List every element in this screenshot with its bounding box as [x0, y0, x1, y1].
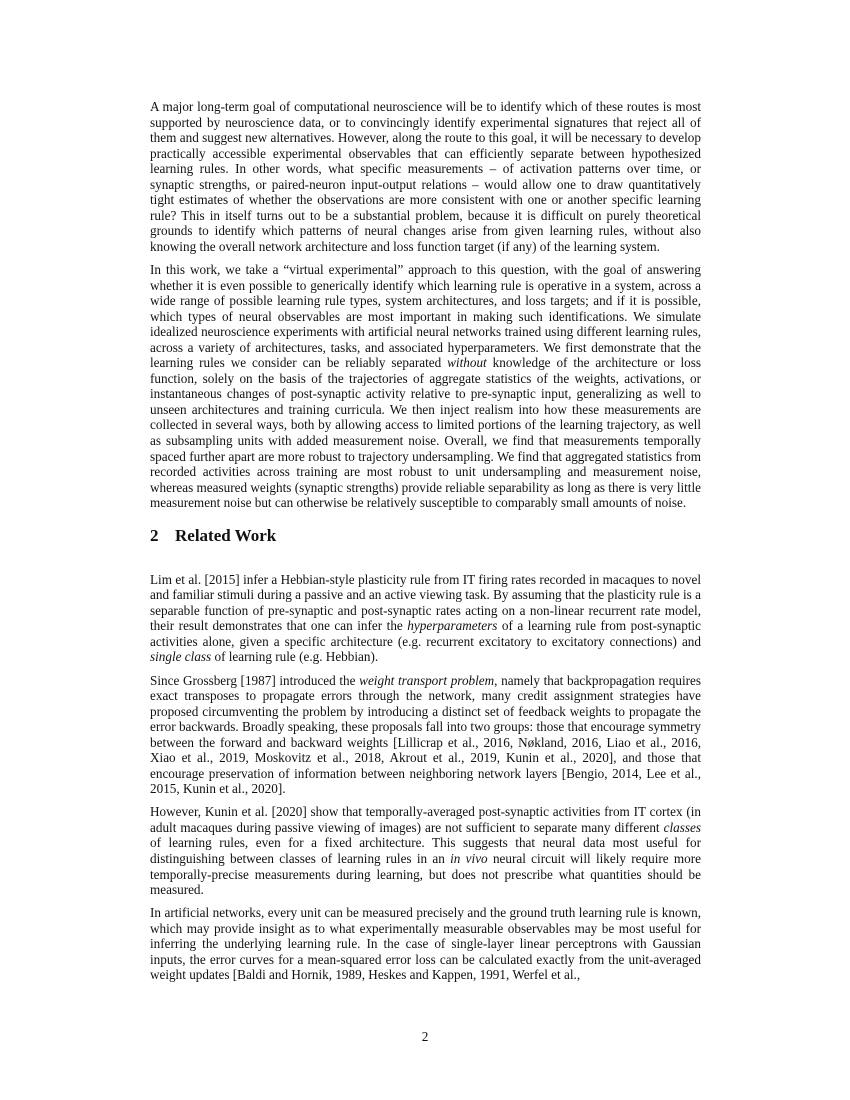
related-paragraph-3-text-b: of learning rules, even for a fixed architecture. This suggests that neural data most useful for distinguishing between classes of learning rules in an: [150, 835, 701, 867]
related-paragraph-1-text-b: of a learning rule from post-synaptic activities alone, given a specific architecture (e.g. recurrent excitatory to excitatory connections) and: [150, 618, 701, 649]
related-paragraph-2-text-b: , namely that backpropagation requires exact transposes to propagate errors through the network, many credit assignment strategies have proposed circumventing the problem by introducing a distinct set of feedback weights to propagate the error backwards. Broadly speaking, these proposals fall into two groups: those that encourage symmetry between the forward and backward weights [Lillicrap et al., 2016, Nøkland, 2016, Liao et al., 2016, Xiao et al., 2019, Moskovitz et al., 2018, Akrout et al., 2019, Kunin et al., 2020], and those that encourage preservation of information between neighboring network layers [Bengio, 2014, Lee et al., 2015, Kunin et al., 2020].: [150, 672, 701, 797]
emphasis-without: without: [447, 355, 487, 371]
page-number: 2: [421, 1029, 429, 1044]
emphasis-in-vivo: in vivo: [450, 851, 488, 867]
related-paragraph-1-text-c: of learning rule (e.g. Hebbian).: [211, 649, 379, 665]
section-number: 2: [150, 525, 159, 545]
page-body: [150, 99, 701, 990]
related-paragraph-1: [150, 572, 701, 665]
intro-paragraph-1: [150, 99, 701, 254]
intro-paragraph-2: [150, 262, 701, 511]
section-heading: [150, 525, 701, 547]
related-paragraph-3-text-a: However, Kunin et al. [2020] show that temporally-averaged post-synaptic activities from IT cortex (in adult macaques during passive viewing of images) are not sufficient to separate many different: [150, 804, 701, 835]
related-paragraph-3-text-c: neural circuit will likely require more temporally-precise measurements during learning, but does not prescribe what quantities should be measured.: [150, 851, 701, 898]
intro-paragraph-1-text: A major long-term goal of computational neuroscience will be to identify which of these routes is most supported by neuroscience data, or to convincingly identify experimental signatures that reject all of them and suggest new alternatives. However, along the route to this goal, it will be necessary to develop practically accessible experimental observables that can efficiently separate between hypothesized learning rules. In other words, what specific measurements – of activation patterns over time, or synaptic strengths, or paired-neuron input-output relations – would allow one to draw quantitatively tight estimates of whether the observations are more consistent with one or another specific learning rule? This in itself turns out to be a substantial problem, because it is difficult on purely theoretical grounds to identify which patterns of neural changes arise from given learning rules, without also knowing the overall network architecture and loss function target (if any) of the learning system.: [150, 99, 701, 254]
related-paragraph-2: [150, 673, 701, 797]
emphasis-classes: classes: [663, 819, 701, 835]
related-paragraph-4-text: In artificial networks, every unit can be measured precisely and the ground truth learning rule is known, which may provide insight as to what experimentally measurable observables may be most useful for inferring the underlying learning rule. In the case of single-layer linear perceptrons with Gaussian inputs, the error curves for a mean-squared error loss can be calculated exactly from the unit-averaged weight updates [Baldi and Hornik, 1989, Heskes and Kappen, 1991, Werfel et al.,: [150, 905, 701, 983]
intro-paragraph-2-text-a: In this work, we take a “virtual experimental” approach to this question, with the goal of answering whether it is even possible to generically identify which learning rule is operative in a system, across a wide range of possible learning rule types, system architectures, and loss targets; and if it is possible, which types of neural observables are most important in making such identifications. We simulate idealized neuroscience experiments with artificial neural networks trained using different learning rules, across a variety of architectures, tasks, and associated hyperparameters. We first demonstrate that the learning rules we consider can be reliably separated: [150, 261, 701, 371]
related-paragraph-3: [150, 804, 701, 897]
related-paragraph-1-text-a: Lim et al. [2015] infer a Hebbian-style plasticity rule from IT firing rates recorded in macaques to novel and familiar stimuli during a passive and an active viewing task. By assuming that the plasticity rule is a separable function of pre-synaptic and post-synaptic rates acting on a non-linear recurrent rate model, their result demonstrates that one can infer the: [150, 571, 701, 634]
intro-paragraph-2-text-b: knowledge of the architecture or loss function, solely on the basis of the trajectories of aggregate statistics of the weights, activations, or instantaneous changes of post-synaptic activity relative to pre-synaptic input, generalizing as well to unseen architectures and training curricula. We then inject realism into how these measurements are collected in several ways, both by allowing access to limited portions of the learning trajectory, as well as subsampling units with added measurement noise. Overall, we find that measurements temporally spaced further apart are more robust to trajectory undersampling. We find that aggregated statistics from recorded activities across training are most robust to unit undersampling and measurement noise, whereas measured weights (synaptic strengths) provide reliable separability as long as there is very little measurement noise but can otherwise be relatively susceptible to comparably small amounts of noise.: [150, 355, 701, 511]
related-paragraph-2-text-a: Since Grossberg [1987] introduced the: [150, 672, 360, 688]
related-paragraph-4: [150, 905, 701, 983]
emphasis-hyperparameters: hyperparameters: [407, 618, 498, 634]
emphasis-weight-transport-problem: weight transport problem: [359, 672, 495, 688]
section-title: Related Work: [175, 525, 277, 545]
emphasis-single-class: single class: [150, 649, 212, 665]
